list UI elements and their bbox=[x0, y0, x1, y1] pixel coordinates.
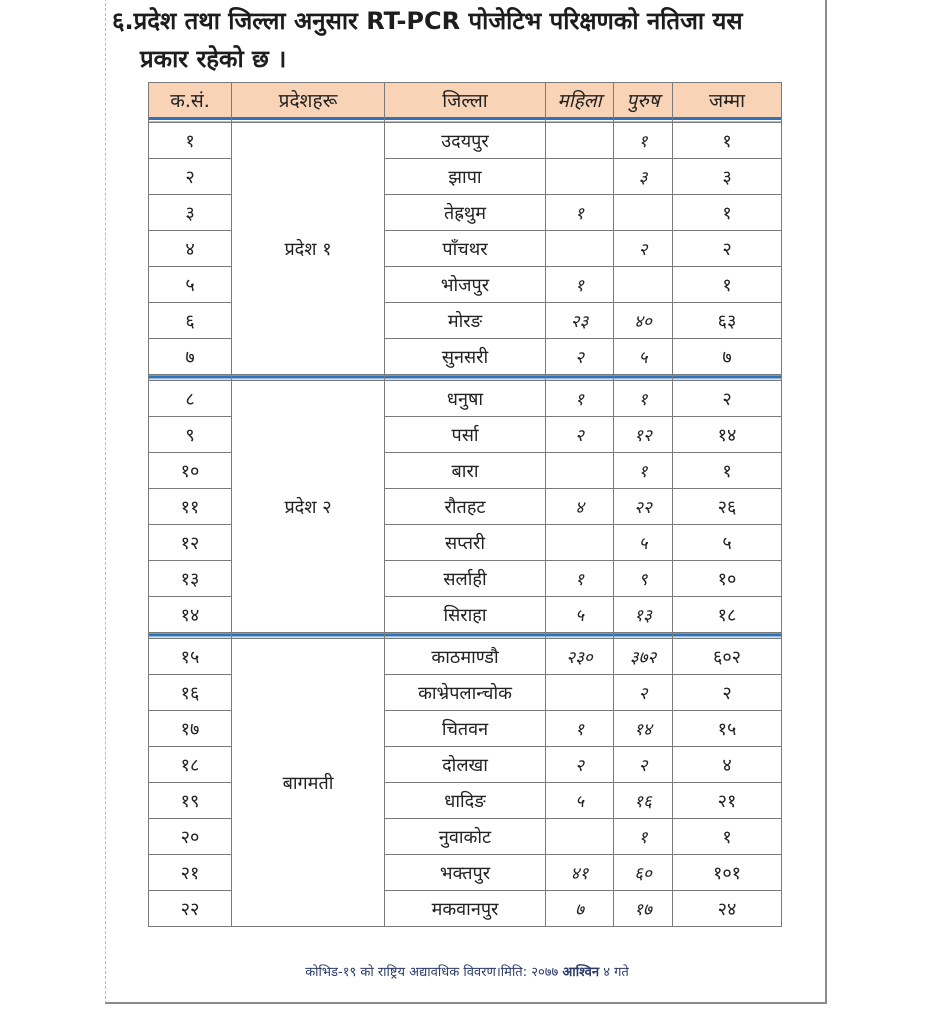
cell-female: २ bbox=[546, 747, 614, 783]
cell-total: १ bbox=[673, 819, 782, 855]
cell-male: ३ bbox=[614, 159, 673, 195]
cell-district: सुनसरी bbox=[385, 339, 546, 375]
cell-male: १ bbox=[614, 123, 673, 159]
cell-district: काठमाण्डौ bbox=[385, 639, 546, 675]
footer-source-note bbox=[0, 962, 934, 980]
header-district: जिल्ला bbox=[385, 83, 546, 118]
cell-male: ६० bbox=[614, 855, 673, 891]
cell-district: तेह्रथुम bbox=[385, 195, 546, 231]
cell-serial-number: ७ bbox=[149, 339, 232, 375]
footer-text: कोभिड-१९ को राष्ट्रिय अद्यावधिक विवरण।मिति: २०७७ bbox=[305, 965, 559, 980]
cell-serial-number: १३ bbox=[149, 561, 232, 597]
cell-female: १ bbox=[546, 561, 614, 597]
cell-male: १७ bbox=[614, 891, 673, 927]
heading-line-1: ६.प्रदेश तथा जिल्ला अनुसार RT-PCR पोजेटिभ परिक्षणको नतिजा यस bbox=[112, 7, 743, 35]
cell-male: १ bbox=[614, 819, 673, 855]
cell-district: रौतहट bbox=[385, 489, 546, 525]
cell-female: १ bbox=[546, 267, 614, 303]
header-female: महिला bbox=[546, 83, 614, 118]
cell-district: उदयपुर bbox=[385, 123, 546, 159]
cell-female: २ bbox=[546, 417, 614, 453]
cell-district: मोरङ bbox=[385, 303, 546, 339]
cell-total: ६३ bbox=[673, 303, 782, 339]
cell-male: १ bbox=[614, 453, 673, 489]
heading-line-2: प्रकार रहेको छ । bbox=[140, 45, 287, 73]
cell-serial-number: १७ bbox=[149, 711, 232, 747]
cell-total: १५ bbox=[673, 711, 782, 747]
cell-province: बागमती bbox=[232, 639, 385, 927]
cell-total: २ bbox=[673, 231, 782, 267]
cell-total: १ bbox=[673, 195, 782, 231]
cell-district: दोलखा bbox=[385, 747, 546, 783]
cell-total: १ bbox=[673, 453, 782, 489]
cell-serial-number: २१ bbox=[149, 855, 232, 891]
cell-total: १ bbox=[673, 123, 782, 159]
cell-serial-number: ४ bbox=[149, 231, 232, 267]
cell-male: १४ bbox=[614, 711, 673, 747]
cell-district: नुवाकोट bbox=[385, 819, 546, 855]
cell-male: ५ bbox=[614, 339, 673, 375]
cell-district: धनुषा bbox=[385, 381, 546, 417]
cell-district: काभ्रेपलान्चोक bbox=[385, 675, 546, 711]
header-male: पुरुष bbox=[614, 83, 673, 118]
cell-male bbox=[614, 195, 673, 231]
cell-total: १०१ bbox=[673, 855, 782, 891]
cell-female bbox=[546, 453, 614, 489]
rt-pcr-results-table bbox=[148, 82, 782, 927]
cell-serial-number: ६ bbox=[149, 303, 232, 339]
cell-serial-number: १० bbox=[149, 453, 232, 489]
cell-female: ५ bbox=[546, 783, 614, 819]
cell-district: सर्लाही bbox=[385, 561, 546, 597]
cell-female bbox=[546, 159, 614, 195]
cell-total: २ bbox=[673, 381, 782, 417]
cell-district: मकवानपुर bbox=[385, 891, 546, 927]
cell-male: २२ bbox=[614, 489, 673, 525]
cell-serial-number: १४ bbox=[149, 597, 232, 633]
cell-district: झापा bbox=[385, 159, 546, 195]
cell-male: १६ bbox=[614, 783, 673, 819]
cell-total: ७ bbox=[673, 339, 782, 375]
cell-female: ५ bbox=[546, 597, 614, 633]
cell-total: २६ bbox=[673, 489, 782, 525]
cell-district: धादिङ bbox=[385, 783, 546, 819]
cell-province: प्रदेश २ bbox=[232, 381, 385, 633]
cell-male: १२ bbox=[614, 417, 673, 453]
cell-female bbox=[546, 231, 614, 267]
cell-male: ४० bbox=[614, 303, 673, 339]
cell-male: ९ bbox=[614, 561, 673, 597]
cell-serial-number: ५ bbox=[149, 267, 232, 303]
cell-serial-number: १ bbox=[149, 123, 232, 159]
cell-female: १ bbox=[546, 381, 614, 417]
header-total: जम्मा bbox=[673, 83, 782, 118]
cell-total: ४ bbox=[673, 747, 782, 783]
cell-total: ३ bbox=[673, 159, 782, 195]
footer-month: आश्विन bbox=[562, 965, 600, 980]
cell-serial-number: ८ bbox=[149, 381, 232, 417]
cell-total: १० bbox=[673, 561, 782, 597]
footer-day: ४ गते bbox=[603, 965, 629, 980]
cell-serial-number: १९ bbox=[149, 783, 232, 819]
cell-district: पर्सा bbox=[385, 417, 546, 453]
cell-district: भोजपुर bbox=[385, 267, 546, 303]
cell-total: २ bbox=[673, 675, 782, 711]
cell-district: बारा bbox=[385, 453, 546, 489]
cell-district: चितवन bbox=[385, 711, 546, 747]
cell-male bbox=[614, 267, 673, 303]
cell-district: पाँचथर bbox=[385, 231, 546, 267]
cell-total: ६०२ bbox=[673, 639, 782, 675]
cell-female bbox=[546, 819, 614, 855]
cell-total: २१ bbox=[673, 783, 782, 819]
cell-total: १८ bbox=[673, 597, 782, 633]
section-heading bbox=[112, 2, 812, 78]
cell-serial-number: २२ bbox=[149, 891, 232, 927]
cell-male: ३७२ bbox=[614, 639, 673, 675]
cell-female bbox=[546, 123, 614, 159]
cell-serial-number: १६ bbox=[149, 675, 232, 711]
cell-total: ५ bbox=[673, 525, 782, 561]
cell-serial-number: ३ bbox=[149, 195, 232, 231]
cell-female: २३ bbox=[546, 303, 614, 339]
cell-district: भक्तपुर bbox=[385, 855, 546, 891]
header-serial-number: क.सं. bbox=[149, 83, 232, 118]
table-body bbox=[149, 117, 782, 927]
cell-male: १३ bbox=[614, 597, 673, 633]
cell-female bbox=[546, 675, 614, 711]
cell-district: सिराहा bbox=[385, 597, 546, 633]
table-row bbox=[149, 639, 782, 675]
cell-male: २ bbox=[614, 675, 673, 711]
cell-female bbox=[546, 525, 614, 561]
cell-province: प्रदेश १ bbox=[232, 123, 385, 375]
cell-serial-number: ११ bbox=[149, 489, 232, 525]
cell-total: १ bbox=[673, 267, 782, 303]
cell-female: २३० bbox=[546, 639, 614, 675]
cell-male: ५ bbox=[614, 525, 673, 561]
cell-district: सप्तरी bbox=[385, 525, 546, 561]
table-header-row bbox=[149, 83, 782, 118]
cell-female: ४१ bbox=[546, 855, 614, 891]
cell-male: २ bbox=[614, 747, 673, 783]
cell-total: २४ bbox=[673, 891, 782, 927]
cell-serial-number: २ bbox=[149, 159, 232, 195]
cell-serial-number: १५ bbox=[149, 639, 232, 675]
header-province: प्रदेशहरू bbox=[232, 83, 385, 118]
cell-female: २ bbox=[546, 339, 614, 375]
cell-female: ७ bbox=[546, 891, 614, 927]
cell-male: १ bbox=[614, 381, 673, 417]
table-row bbox=[149, 123, 782, 159]
table-row bbox=[149, 381, 782, 417]
cell-total: १४ bbox=[673, 417, 782, 453]
cell-serial-number: २० bbox=[149, 819, 232, 855]
cell-serial-number: ९ bbox=[149, 417, 232, 453]
cell-female: १ bbox=[546, 195, 614, 231]
cell-serial-number: १२ bbox=[149, 525, 232, 561]
cell-female: ४ bbox=[546, 489, 614, 525]
cell-serial-number: १८ bbox=[149, 747, 232, 783]
cell-female: १ bbox=[546, 711, 614, 747]
cell-male: २ bbox=[614, 231, 673, 267]
